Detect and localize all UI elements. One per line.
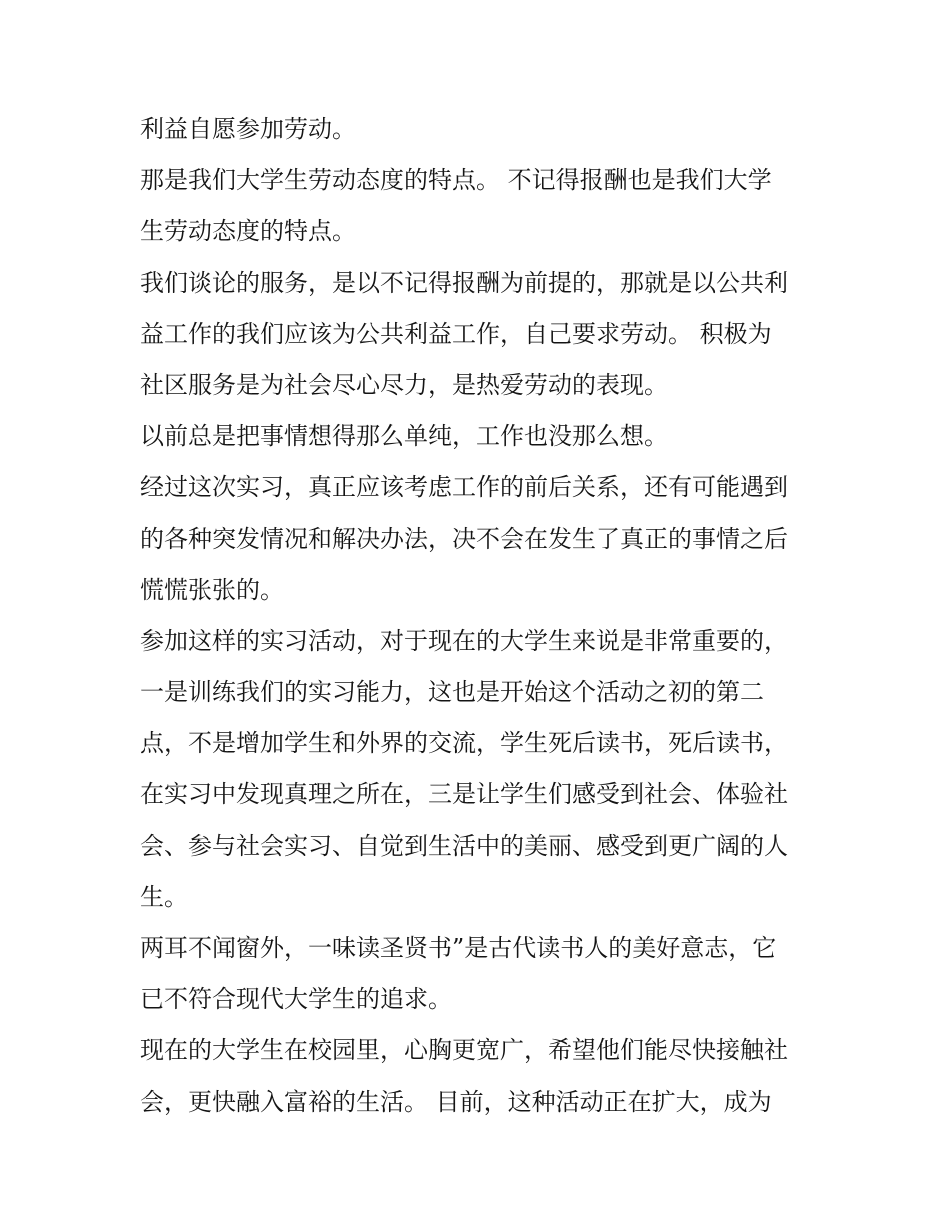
text-line: 那是我们大学生劳动态度的特点。 不记得报酬也是我们大学 [140, 166, 772, 195]
text-line: 经过这次实习，真正应该考虑工作的前后关系，还有可能遇到 [140, 473, 788, 502]
text-line: 现在的大学生在校园里，心胸更宽广，希望他们能尽快接触社 [140, 1036, 788, 1065]
text-line: 会，更快融入富裕的生活。 目前，这种活动正在扩大，成为 [140, 1087, 772, 1116]
text-line: 我们谈论的服务，是以不记得报酬为前提的，那就是以公共利 [140, 268, 788, 297]
text-line: 会、参与社会实习、自觉到生活中的美丽、感受到更广阔的人 [140, 831, 788, 860]
text-line: 一是训练我们的实习能力，这也是开始这个活动之初的第二 [140, 678, 764, 707]
text-line: 生劳动态度的特点。 [140, 217, 356, 246]
text-line: 益工作的我们应该为公共利益工作，自己要求劳动。 积极为 [140, 319, 772, 348]
text-line: 点，不是增加学生和外界的交流，学生死后读书，死后读书， [140, 729, 788, 758]
text-line: 的各种突发情况和解决办法，决不会在发生了真正的事情之后 [140, 524, 788, 553]
text-line: 在实习中发现真理之所在，三是让学生们感受到社会、体验社 [140, 780, 788, 809]
text-line: 慌慌张张的。 [140, 575, 284, 604]
text-line: 生。 [140, 882, 188, 911]
text-line: 两耳不闻窗外，一味读圣贤书”是古代读书人的美好意志，它 [140, 934, 777, 962]
text-line: 参加这样的实习活动，对于现在的大学生来说是非常重要的， [140, 626, 788, 655]
text-line: 利益自愿参加劳动。 [140, 115, 356, 143]
body-text [140, 104, 820, 1128]
text-line: 已不符合现代大学生的追求。 [140, 985, 452, 1014]
text-line: 以前总是把事情想得那么单纯，工作也没那么想。 [140, 422, 668, 451]
text-line: 社区服务是为社会尽心尽力，是热爱劳动的表现。 [140, 370, 668, 399]
